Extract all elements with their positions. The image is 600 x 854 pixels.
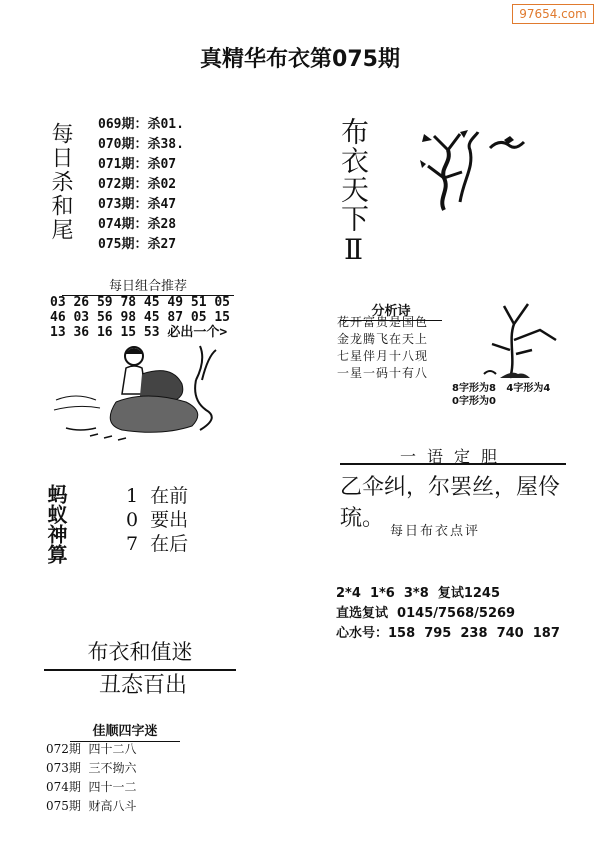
list-item: 1 在前: [126, 485, 189, 507]
jiashun-rows: [46, 740, 137, 816]
list-item: 一星一码十有八: [337, 366, 429, 380]
bottom-info: [336, 584, 560, 644]
list-item: 03 26 59 78 45 49 51 05: [50, 295, 231, 310]
list-item: 2*4 1*6 3*8 复试1245: [336, 586, 501, 601]
bare-tree-sketch-icon: [470, 300, 570, 382]
shape-notes: [452, 382, 550, 408]
daily-combo-rows: [50, 295, 230, 340]
list-item: 074期 四十一二: [46, 780, 137, 794]
ant-calc-label: 蚂蚁神算: [44, 484, 66, 564]
list-item: 心水号：158 795 238 740 187: [336, 626, 560, 641]
page-title: 真精华布衣第075期: [200, 47, 400, 72]
one-phrase-answer: 乙伞纠，尔罢丝，屋伶琉。: [340, 475, 561, 531]
list-item: 0字形为0: [452, 396, 496, 407]
list-item: 074期：杀28: [98, 217, 177, 232]
list-item: 072期：杀02: [98, 177, 177, 192]
sitting-figure-sketch-icon: [46, 340, 236, 448]
tree-bird-sketch-icon: [404, 128, 544, 218]
list-item: 金龙腾飞在天上: [337, 332, 429, 346]
list-item: 072期 四十二八: [46, 742, 137, 756]
one-phrase-divider: [340, 463, 566, 465]
buyi-riddle-heading: 布衣和值迷: [44, 636, 236, 671]
daily-kill-tail-label: 每日杀和尾: [48, 122, 73, 242]
jiashun-heading: 佳顺四字迷: [70, 720, 180, 742]
list-item: 069期：杀01.: [98, 117, 184, 132]
list-item: 075期：杀27: [98, 237, 177, 252]
list-item: 七星伴月十八现: [337, 349, 429, 363]
list-item: 070期：杀38.: [98, 137, 184, 152]
list-item: 8字形为8 4字形为4: [452, 383, 551, 394]
list-item: 071期：杀07: [98, 157, 177, 172]
daily-kill-tail-list: [98, 115, 184, 255]
list-item: 直选复试 0145/7568/5269: [336, 606, 516, 621]
analysis-poem-lines: [337, 314, 428, 382]
list-item: 46 03 56 98 45 87 05 15: [50, 310, 231, 325]
analysis-poem-heading: 分析诗: [340, 300, 442, 321]
list-item: 075期 财高八斗: [46, 799, 137, 813]
list-item: 073期 三不拗六: [46, 761, 137, 775]
daily-comment-heading: 每日布衣点评: [390, 524, 481, 539]
ant-calc-rows: [126, 484, 188, 556]
list-item: 0 要出: [126, 509, 189, 531]
buyi-tianxia-label: 布衣天下Ⅱ: [337, 117, 370, 267]
list-item: 073期：杀47: [98, 197, 177, 212]
buyi-riddle-answer: 丑态百出: [98, 673, 187, 698]
site-watermark: 97654.com: [512, 4, 594, 24]
one-phrase-heading: 一语定胆: [400, 447, 509, 466]
list-item: 花开富贵是国色: [337, 315, 429, 329]
list-item: 7 在后: [126, 533, 189, 555]
daily-combo-heading: 每日组合推荐: [62, 275, 234, 296]
list-item: 13 36 16 15 53 必出一个>: [50, 325, 228, 340]
